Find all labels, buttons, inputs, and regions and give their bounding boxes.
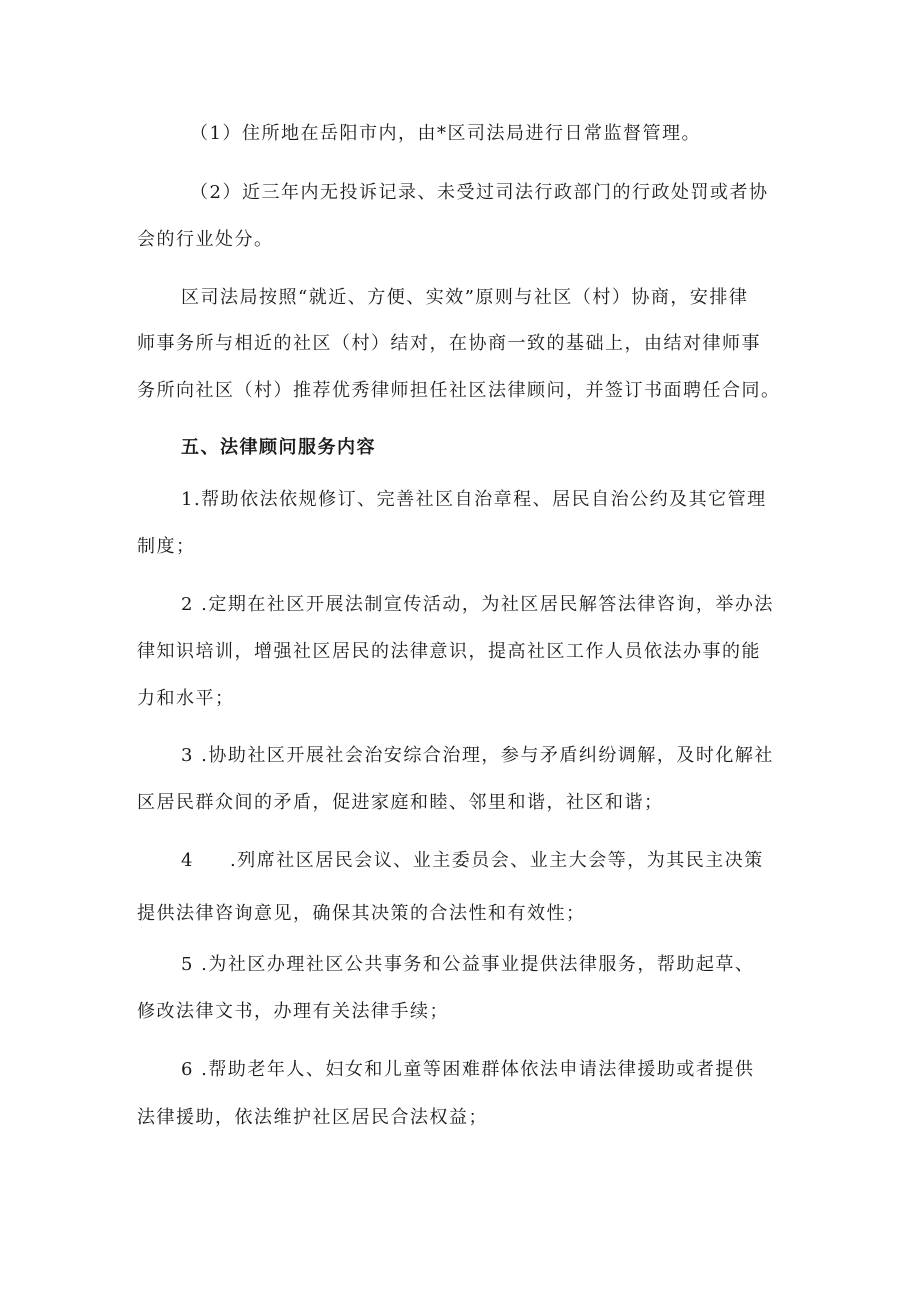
paragraph-3-line-3: 务所向社区（村）推荐优秀律师担任社区法律顾问，并签订书面聘任合同。	[137, 380, 781, 401]
item-6-line-1: 6 .帮助老年人、妇女和儿童等困难群体依法申请法律援助或者提供	[181, 1059, 755, 1080]
item-1-line-1: 1.帮助依法依规修订、完善社区自治章程、居民自治公约及其它管理	[181, 489, 767, 510]
item-4-line-2: 提供法律咨询意见，确保其决策的合法性和有效性；	[137, 903, 586, 924]
item-5-line-1: 5 .为社区办理社区公共事务和公益事业提供法律服务，帮助起草、	[181, 954, 755, 975]
item-4-number: 4	[181, 850, 194, 871]
paragraph-2-line-2: 会的行业处分。	[137, 229, 274, 250]
item-2-line-2: 律知识培训，增强社区居民的法律意识，提高社区工作人员依法办事的能	[137, 641, 761, 662]
paragraph-3-line-2: 师事务所与相近的社区（村）结对，在协商一致的基础上，由结对律师事	[137, 333, 761, 354]
paragraph-1-line-1: （1）住所地在岳阳市内，由*区司法局进行日常监督管理。	[190, 123, 701, 144]
paragraph-2-line-1: （2）近三年内无投诉记录、未受过司法行政部门的行政处罚或者协	[190, 182, 769, 203]
item-6-line-2: 法律援助，依法维护社区居民合法权益；	[137, 1107, 488, 1128]
item-5-line-2: 修改法律文书，办理有关法律手续；	[137, 1001, 449, 1022]
item-2-line-1: 2 .定期在社区开展法制宣传活动，为社区居民解答法律咨询，举办法	[181, 594, 774, 615]
section-heading: 五、法律顾问服务内容	[181, 437, 376, 458]
item-1-line-2: 制度；	[137, 536, 196, 557]
item-4-line-1: .列席社区居民会议、业主委员会、业主大会等，为其民主决策	[230, 850, 764, 871]
item-3-line-2: 区居民群众间的矛盾，促进家庭和睦、邻里和谐，社区和谐；	[137, 792, 664, 813]
paragraph-3-line-1: 区司法局按照“就近、方便、实效”原则与社区（村）协商，安排律	[181, 287, 749, 308]
item-3-line-1: 3 .协助社区开展社会治安综合治理，参与矛盾纠纷调解，及时化解社	[181, 745, 774, 766]
item-2-line-3: 力和水平；	[137, 688, 235, 709]
